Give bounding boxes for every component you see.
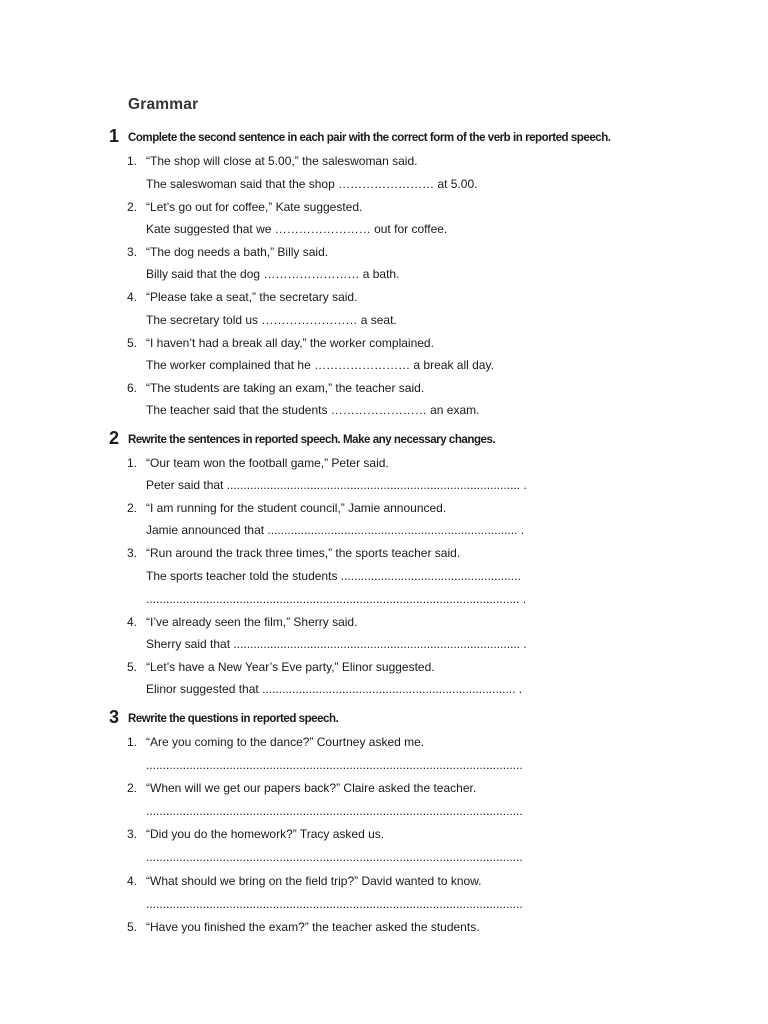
item-number: 2. [127,501,138,515]
item-number: 3. [127,245,138,259]
item-quote: “The dog needs a bath,” Billy said. [146,245,329,259]
item-number: 4. [127,615,138,629]
item-number: 5. [127,336,138,350]
item-quote: “Let’s go out for coffee,” Kate suggested. [146,200,363,214]
item-quote: “Our team won the football game,” Peter said. [146,456,389,470]
item-number: 1. [127,735,138,749]
item-quote: “I’ve already seen the film,” Sherry said. [146,615,358,629]
item-number: 4. [127,874,138,888]
item-number: 4. [127,290,138,304]
item-answer-line: ................................................................................................................. [146,897,523,911]
item-answer-line: Jamie announced that ........................................................................... . [146,523,525,537]
exercise-number: 3 [109,707,120,727]
item-answer-line: The teacher said that the students …………………… an exam. [146,403,480,417]
item-number: 5. [127,660,138,674]
item-quote: “Let’s have a New Year’s Eve party,” Elinor suggested. [146,660,435,674]
item-number: 1. [127,456,138,470]
item-quote: “Did you do the homework?” Tracy asked us. [146,827,385,841]
item-number: 1. [127,154,138,168]
item-number: 3. [127,546,138,560]
exercise-number: 1 [109,126,120,146]
item-number: 2. [127,781,138,795]
item-quote: “Are you coming to the dance?” Courtney asked me. [146,735,425,749]
item-quote: “What should we bring on the field trip?” David wanted to know. [146,874,482,888]
item-quote: “Have you finished the exam?” the teacher asked the students. [146,920,480,934]
item-quote: “When will we get our papers back?” Claire asked the teacher. [146,781,477,795]
item-answer-line: Billy said that the dog …………………… a bath. [146,267,400,281]
page-heading: Grammar [128,96,199,113]
item-quote: “The students are taking an exam,” the teacher said. [146,381,425,395]
item-answer-line: The secretary told us …………………… a seat. [146,313,397,327]
item-answer-line: Elinor suggested that ............................................................................ . [146,682,523,696]
item-quote: “The shop will close at 5.00,” the saleswoman said. [146,154,418,168]
item-answer-line: ................................................................................................................ . [146,592,527,606]
item-answer-line: The saleswoman said that the shop …………………… at 5.00. [146,177,478,191]
item-number: 6. [127,381,138,395]
item-answer-line: ................................................................................................................. [146,758,523,772]
item-answer-line: Peter said that ........................................................................................ . [146,478,527,492]
item-answer-line: The worker complained that he …………………… a break all day. [146,358,494,372]
item-number: 3. [127,827,138,841]
item-number: 5. [127,920,138,934]
exercise-number: 2 [109,428,120,448]
item-quote: “Run around the track three times,” the sports teacher said. [146,546,461,560]
exercise-instruction: Complete the second sentence in each pair with the correct form of the verb in reported speech. [128,132,611,144]
exercise-instruction: Rewrite the sentences in reported speech. Make any necessary changes. [128,434,496,446]
item-quote: “Please take a seat,” the secretary said. [146,290,358,304]
exercise-instruction: Rewrite the questions in reported speech. [128,713,339,725]
item-answer-line: Sherry said that ...................................................................................... . [146,637,527,651]
item-quote: “I haven’t had a break all day,” the worker complained. [146,336,434,350]
item-answer-line: Kate suggested that we …………………… out for coffee. [146,222,448,236]
item-answer-line: ................................................................................................................. [146,850,523,864]
item-answer-line: ................................................................................................................. [146,804,523,818]
item-number: 2. [127,200,138,214]
item-answer-line: The sports teacher told the students ...................................................... [146,569,521,583]
item-quote: “I am running for the student council,” Jamie announced. [146,501,447,515]
